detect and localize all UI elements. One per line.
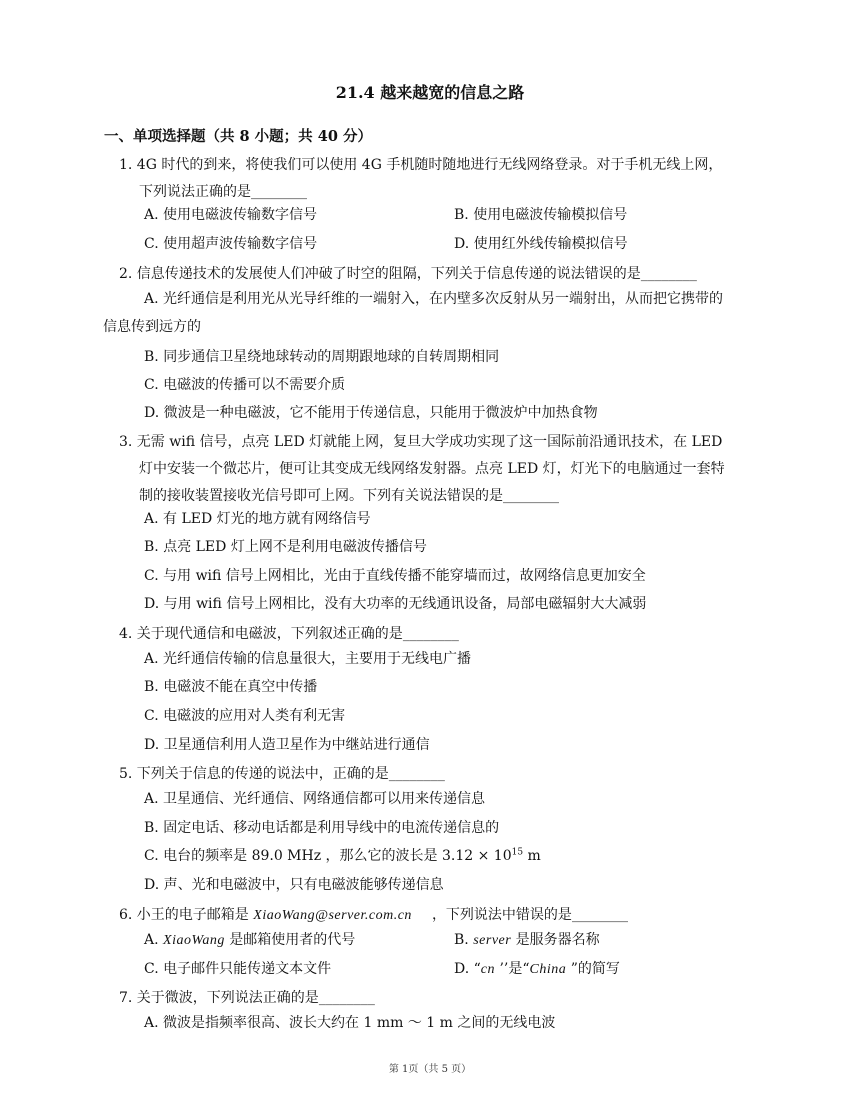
- question-7-line-1: [119, 987, 375, 1007]
- answer-blank: ________: [318, 990, 375, 1006]
- question-4-option-c: C. 电磁波的应用对人类有利无害: [144, 708, 346, 724]
- question-6-line-1: [119, 904, 628, 924]
- question-4-line-1: [119, 623, 459, 643]
- option-text: ’’是“: [495, 961, 530, 977]
- question-7-option-a: A. 微波是指频率很高、波长大约在 1 mm ～ 1 m 之间的无线电波: [144, 1015, 556, 1031]
- question-1-line-1: 1. 4G 时代的到来，将使我们可以使用 4G 手机随时随地进行无线网络登录。对于手机无线上网，: [119, 157, 723, 173]
- question-5-option-b: B. 固定电话、移动电话都是利用导线中的电流传递信息的: [144, 820, 500, 836]
- answer-blank: ________: [503, 488, 559, 504]
- question-1-option-c: C. 使用超声波传输数字信号: [144, 236, 318, 252]
- question-6-option-b: [454, 929, 600, 949]
- question-6-stem: 6. 小王的电子邮箱是: [119, 907, 254, 923]
- question-3-option-c: C. 与用 wifi 信号上网相比，光由于直线传播不能穿墙而过，故网络信息更加安全: [144, 568, 646, 584]
- question-5-stem: 5. 下列关于信息的传递的说法中，正确的是: [119, 766, 389, 782]
- option-letter: B.: [454, 932, 474, 948]
- question-3-option-a: A. 有 LED 灯光的地方就有网络信号: [144, 511, 371, 527]
- question-3-stem: 制的接收装置接收光信号即可上网。下列有关说法错误的是: [139, 488, 503, 504]
- question-5-option-c-text: C. 电台的频率是 89.0 MHz ，那么它的波长是 3.12 × 10: [144, 848, 512, 864]
- answer-blank: ________: [640, 266, 697, 282]
- question-4-option-b: B. 电磁波不能在真空中传播: [144, 679, 318, 695]
- question-1-stem: 下列说法正确的是: [139, 184, 251, 200]
- question-1-option-d: D. 使用红外线传输模拟信号: [454, 236, 628, 252]
- server-name: server: [473, 933, 512, 948]
- username: XiaoWang: [163, 933, 225, 948]
- question-3-line-3: [139, 485, 559, 505]
- question-1-line-2: [139, 181, 307, 201]
- answer-blank: ________: [571, 907, 628, 923]
- question-1-option-a: A. 使用电磁波传输数字信号: [144, 207, 318, 223]
- option-letter: A.: [144, 932, 164, 948]
- question-4-stem: 4. 关于现代通信和电磁波，下列叙述正确的是: [119, 626, 403, 642]
- answer-blank: ________: [402, 626, 459, 642]
- domain-abbreviation: cn: [480, 962, 496, 977]
- question-5-option-d: D. 声、光和电磁波中，只有电磁波能够传递信息: [144, 877, 444, 893]
- section-heading: 一、单项选择题（共 8 小题；共 40 分）: [104, 128, 372, 145]
- question-5-option-a: A. 卫星通信、光纤通信、网络通信都可以用来传递信息: [144, 791, 486, 807]
- question-3-option-b: B. 点亮 LED 灯上网不是利用电磁波传播信号: [144, 539, 427, 555]
- email-address: XiaoWang@server.com.cn: [253, 908, 412, 923]
- question-3-option-d: D. 与用 wifi 信号上网相比，没有大功率的无线通讯设备，局部电磁辐射大大减弱: [144, 596, 647, 612]
- answer-blank: ________: [388, 766, 445, 782]
- page-title: 21.4 越来越宽的信息之路: [335, 83, 525, 102]
- page-footer: 第 1页（共 5 页）: [388, 1064, 472, 1075]
- country-name: China: [529, 962, 567, 977]
- question-5-option-c: [144, 845, 541, 865]
- unit: m: [523, 848, 541, 864]
- question-7-stem: 7. 关于微波，下列说法正确的是: [119, 990, 319, 1006]
- option-text: 是邮箱使用者的代号: [224, 932, 356, 948]
- question-5-line-1: [119, 763, 445, 783]
- option-text: 是服务器名称: [511, 932, 600, 948]
- question-2-stem: 2. 信息传递技术的发展使人们冲破了时空的阻隔，下列关于信息传递的说法错误的是: [119, 266, 641, 282]
- question-6-option-d: [454, 958, 620, 978]
- question-2-option-b: B. 同步通信卫星绕地球转动的周期跟地球的自转周期相同: [144, 349, 500, 365]
- question-3-line-2: 灯中安装一个微芯片，便可让其变成无线网络发射器。点亮 LED 灯，灯光下的电脑通过一套特: [139, 461, 725, 477]
- question-2-option-a-line-2: 信息传到远方的: [103, 319, 201, 335]
- question-6-option-c: C. 电子邮件只能传递文本文件: [144, 961, 332, 977]
- question-3-line-1: 3. 无需 wifi 信号，点亮 LED 灯就能上网，复旦大学成功实现了这一国际前沿通讯技术，在 LED: [119, 434, 723, 450]
- question-2-option-a-line-1: A. 光纤通信是利用光从光导纤维的一端射入，在内壁多次反射从另一端射出，从而把它携带的: [144, 291, 724, 307]
- question-1-option-b: B. 使用电磁波传输模拟信号: [454, 207, 628, 223]
- option-text-end: ”的简写: [566, 961, 620, 977]
- exponent: 15: [511, 847, 524, 858]
- answer-blank: ________: [251, 184, 307, 200]
- question-2-option-c: C. 电磁波的传播可以不需要介质: [144, 377, 346, 393]
- question-4-option-d: D. 卫星通信利用人造卫星作为中继站进行通信: [144, 737, 430, 753]
- question-2-option-d: D. 微波是一种电磁波，它不能用于传递信息，只能用于微波炉中加热食物: [144, 405, 598, 421]
- question-6-stem-end: ，下列说法中错误的是: [431, 907, 572, 923]
- question-4-option-a: A. 光纤通信传输的信息量很大，主要用于无线电广播: [144, 651, 472, 667]
- option-letter: D. “: [454, 961, 481, 977]
- question-2-line-1: [119, 263, 697, 283]
- question-6-option-a: [144, 929, 355, 949]
